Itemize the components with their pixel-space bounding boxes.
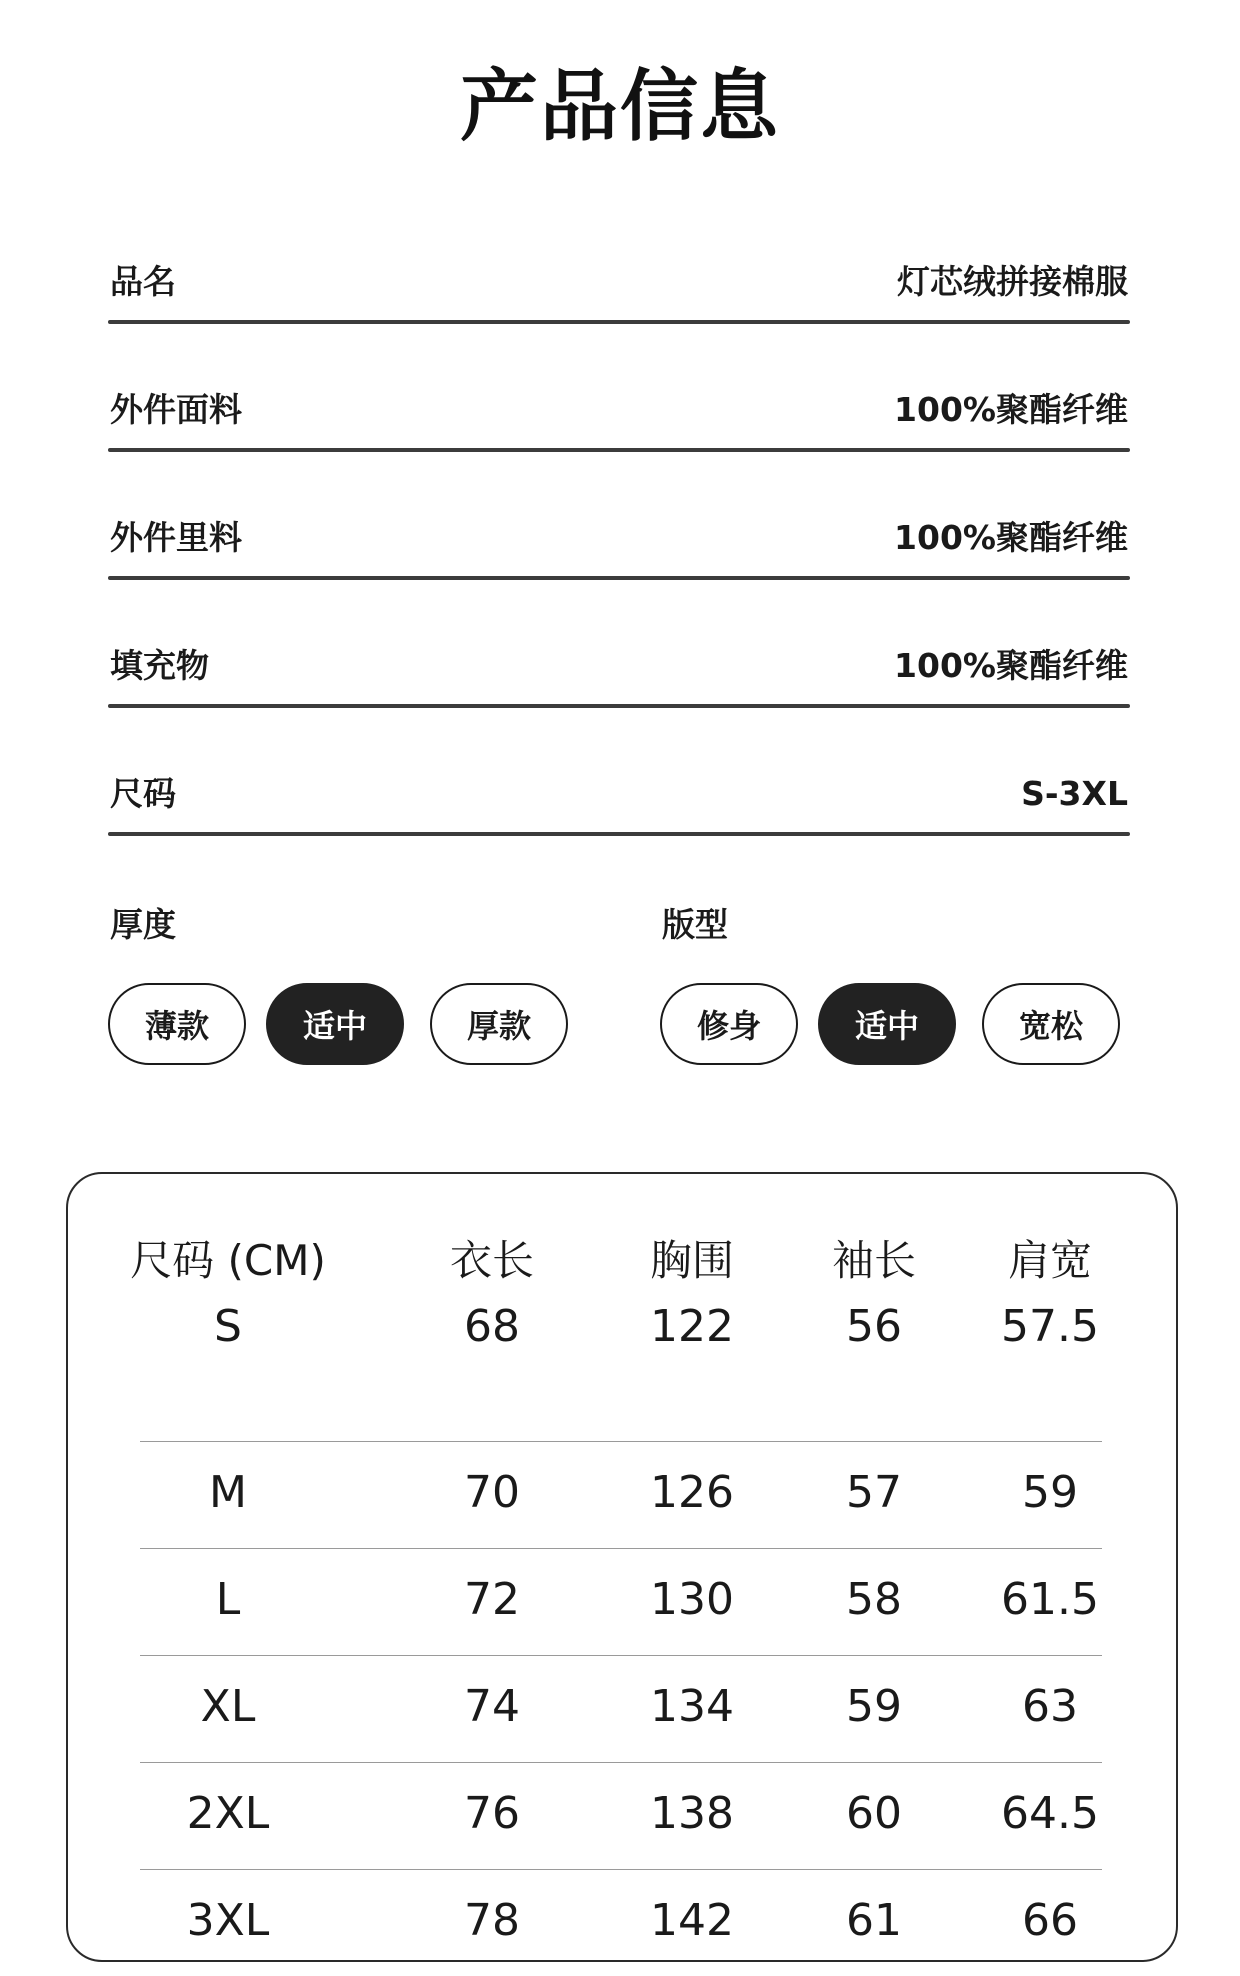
cell-size: S bbox=[214, 1301, 242, 1352]
header-sleeve: 袖长 bbox=[831, 1236, 917, 1285]
thickness-label: 厚度 bbox=[110, 905, 176, 944]
cell-sleeve: 56 bbox=[846, 1301, 902, 1352]
cell-shoulder: 61.5 bbox=[1001, 1574, 1099, 1625]
header-length: 衣长 bbox=[449, 1236, 535, 1285]
cell-chest: 130 bbox=[650, 1574, 734, 1625]
thickness-option-thick[interactable]: 厚款 bbox=[430, 983, 568, 1065]
fit-options bbox=[660, 983, 1130, 1065]
size-chart-card bbox=[66, 1172, 1178, 1962]
cell-sleeve: 58 bbox=[846, 1574, 902, 1625]
info-row-size-range bbox=[108, 762, 1130, 890]
header-shoulder: 肩宽 bbox=[1007, 1236, 1093, 1285]
cell-chest: 138 bbox=[650, 1788, 734, 1839]
cell-length: 68 bbox=[464, 1301, 520, 1352]
cell-sleeve: 57 bbox=[846, 1467, 902, 1518]
page-title: 产品信息 bbox=[459, 62, 780, 152]
cell-shoulder: 59 bbox=[1022, 1467, 1078, 1518]
info-label: 外件面料 bbox=[110, 390, 242, 429]
divider bbox=[108, 576, 1130, 580]
cell-size: 3XL bbox=[186, 1895, 270, 1946]
cell-shoulder: 63 bbox=[1022, 1681, 1078, 1732]
cell-length: 78 bbox=[464, 1895, 520, 1946]
info-value: 100%聚酯纤维 bbox=[894, 390, 1128, 429]
thickness-option-thin[interactable]: 薄款 bbox=[108, 983, 246, 1065]
table-row bbox=[140, 1548, 1102, 1655]
cell-shoulder: 57.5 bbox=[1001, 1301, 1099, 1352]
table-row bbox=[140, 1301, 1102, 1441]
divider bbox=[108, 704, 1130, 708]
info-row-filling bbox=[108, 634, 1130, 762]
cell-chest: 122 bbox=[650, 1301, 734, 1352]
info-value: 100%聚酯纤维 bbox=[894, 518, 1128, 557]
info-value: 100%聚酯纤维 bbox=[894, 646, 1128, 685]
table-row bbox=[140, 1441, 1102, 1548]
size-table bbox=[130, 1174, 1102, 1976]
thickness-options bbox=[108, 983, 578, 1065]
table-row bbox=[140, 1869, 1102, 1976]
info-value: S-3XL bbox=[1021, 774, 1128, 813]
info-label: 外件里料 bbox=[110, 518, 242, 557]
cell-size: M bbox=[209, 1467, 247, 1518]
info-label: 尺码 bbox=[110, 774, 176, 813]
size-table-header bbox=[130, 1174, 1102, 1334]
divider bbox=[108, 832, 1130, 836]
header-size: 尺码 (CM) bbox=[130, 1236, 326, 1285]
cell-size: L bbox=[215, 1574, 241, 1625]
cell-chest: 126 bbox=[650, 1467, 734, 1518]
divider bbox=[108, 320, 1130, 324]
cell-size: 2XL bbox=[186, 1788, 270, 1839]
divider bbox=[108, 448, 1130, 452]
cell-sleeve: 61 bbox=[846, 1895, 902, 1946]
cell-chest: 134 bbox=[650, 1681, 734, 1732]
info-label: 品名 bbox=[110, 262, 176, 301]
cell-sleeve: 60 bbox=[846, 1788, 902, 1839]
product-info-list bbox=[108, 250, 1130, 890]
fit-option-loose[interactable]: 宽松 bbox=[982, 983, 1120, 1065]
thickness-group bbox=[108, 905, 531, 1045]
header-chest: 胸围 bbox=[649, 1236, 735, 1285]
fit-option-slim[interactable]: 修身 bbox=[660, 983, 798, 1065]
info-row-outer-fabric bbox=[108, 378, 1130, 506]
info-value: 灯芯绒拼接棉服 bbox=[897, 262, 1128, 301]
info-row-product-name bbox=[108, 250, 1130, 378]
cell-length: 76 bbox=[464, 1788, 520, 1839]
cell-shoulder: 66 bbox=[1022, 1895, 1078, 1946]
fit-group bbox=[660, 905, 1083, 1045]
table-row bbox=[140, 1762, 1102, 1869]
thickness-option-medium[interactable]: 适中 bbox=[266, 983, 404, 1065]
table-row bbox=[140, 1655, 1102, 1762]
fit-label: 版型 bbox=[662, 905, 728, 944]
cell-size: XL bbox=[200, 1681, 256, 1732]
cell-sleeve: 59 bbox=[846, 1681, 902, 1732]
info-row-lining bbox=[108, 506, 1130, 634]
cell-chest: 142 bbox=[650, 1895, 734, 1946]
cell-length: 72 bbox=[464, 1574, 520, 1625]
cell-shoulder: 64.5 bbox=[1001, 1788, 1099, 1839]
info-label: 填充物 bbox=[110, 646, 209, 685]
cell-length: 70 bbox=[464, 1467, 520, 1518]
cell-length: 74 bbox=[464, 1681, 520, 1732]
fit-option-regular[interactable]: 适中 bbox=[818, 983, 956, 1065]
